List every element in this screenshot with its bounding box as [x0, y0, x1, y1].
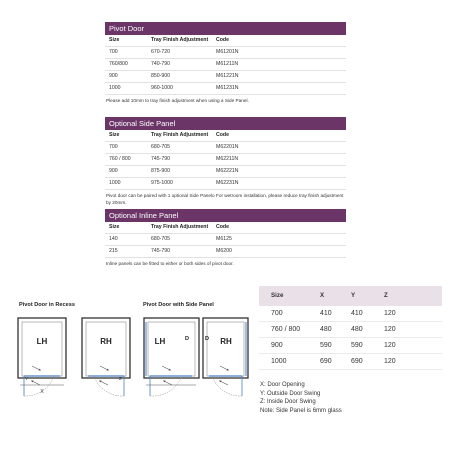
table-cell: 410 — [320, 310, 332, 317]
table-cell: 700 — [109, 49, 118, 55]
recess-lh-diagram — [18, 318, 66, 396]
table-cell: 960-1000 — [151, 85, 173, 91]
table-cell: M61201N — [216, 49, 239, 55]
lh-label: LH — [36, 337, 48, 346]
table-cell: 1000 — [271, 358, 287, 365]
table-cell: M6125 — [216, 236, 232, 242]
table-cell: 670-720 — [151, 49, 171, 55]
recess-diagram-title: Pivot Door in Recess — [19, 302, 75, 308]
d-label: D — [185, 336, 189, 342]
table-row — [259, 306, 442, 322]
column-header: Size — [109, 224, 120, 230]
dimensions-table — [259, 286, 442, 370]
side-panel-rh-diagram — [203, 318, 248, 396]
side-panel-lh-diagram — [144, 318, 199, 396]
table-cell: 590 — [351, 342, 363, 349]
table-cell: 680-705 — [151, 144, 171, 150]
legend-item: Y: Outside Door Swing — [260, 390, 321, 397]
column-header: Code — [216, 132, 229, 138]
table-cell: 740-790 — [151, 61, 171, 67]
side-panel-diagram-title: Pivot Door with Side Panel — [143, 302, 214, 308]
rh-label: RH — [100, 337, 112, 346]
table-cell: 900 — [109, 73, 118, 79]
section-title: Pivot Door — [105, 22, 346, 35]
table-cell: 1000 — [109, 85, 121, 91]
x-label: X — [40, 389, 44, 395]
table-cell: 700 — [109, 144, 118, 150]
table-cell: M62231N — [216, 180, 239, 186]
table-cell: 120 — [384, 342, 396, 349]
table-cell: 760 / 800 — [109, 156, 131, 162]
table-cell: 215 — [109, 248, 118, 254]
rh-label: RH — [220, 337, 232, 346]
table-cell: 410 — [351, 310, 363, 317]
section-note: Inline panels can be fitted to either or both sides of pivot door. — [106, 261, 234, 266]
d-label: D — [205, 336, 209, 342]
table-cell: 120 — [384, 310, 396, 317]
table-cell: 590 — [320, 342, 332, 349]
table-cell: M6200 — [216, 248, 232, 254]
table-cell: 745-790 — [151, 248, 171, 254]
table-cell: 120 — [384, 358, 396, 365]
table-cell: 480 — [351, 326, 363, 333]
table-cell: 745-790 — [151, 156, 171, 162]
table-cell: M61231N — [216, 85, 239, 91]
table-cell: M61221N — [216, 73, 239, 79]
table-cell: 690 — [320, 358, 332, 365]
table-cell: 120 — [384, 326, 396, 333]
column-header: X — [320, 292, 325, 299]
column-header: Tray Finish Adjustment — [151, 224, 209, 230]
column-header: Size — [109, 37, 120, 43]
legend-item: Z: Inside Door Swing — [260, 399, 316, 406]
column-header: Tray Finish Adjustment — [151, 37, 209, 43]
table-cell: 875-900 — [151, 168, 171, 174]
column-header: Z — [384, 292, 388, 299]
table-cell: 850-900 — [151, 73, 171, 79]
column-header: Tray Finish Adjustment — [151, 132, 209, 138]
legend-item: X: Door Opening — [260, 382, 305, 388]
table-cell: 140 — [109, 236, 118, 242]
section-title: Optional Side Panel — [105, 117, 346, 130]
table-cell: 680-705 — [151, 236, 171, 242]
table-row — [259, 354, 442, 370]
y-label: Y — [25, 376, 29, 381]
table-cell: M62221N — [216, 168, 239, 174]
table-cell: 760/800 — [109, 61, 128, 67]
lh-label: LH — [154, 337, 166, 346]
column-header: Code — [216, 37, 229, 43]
table-cell: 760 / 800 — [271, 326, 301, 333]
table-cell: 900 — [109, 168, 118, 174]
table-row — [259, 322, 442, 338]
column-header: Size — [109, 132, 120, 138]
recess-rh-diagram — [82, 318, 130, 396]
table-cell: 975-1000 — [151, 180, 173, 186]
table-row — [259, 338, 442, 354]
column-header: Code — [216, 224, 229, 230]
table-cell: 700 — [271, 310, 283, 317]
table-cell: 480 — [320, 326, 332, 333]
dimension-legend — [260, 381, 342, 416]
table-cell: 690 — [351, 358, 363, 365]
legend-item: Note: Side Panel is 6mm glass — [260, 408, 342, 415]
section-title: Optional Inline Panel — [105, 209, 346, 222]
table-cell: 1000 — [109, 180, 121, 186]
table-cell: 900 — [271, 342, 283, 349]
table-cell: M62211N — [216, 156, 239, 162]
column-header: Y — [351, 292, 356, 299]
z-label: Z — [119, 376, 122, 381]
table-header — [259, 286, 442, 306]
column-header: Size — [271, 292, 284, 299]
section-note: Pivot door can be paired with 1 optional Side Panelo For wetroom installation, please reduce tray finish adjustment by 20mm. — [106, 193, 344, 205]
section-note: Please add 10mm to tray finish adjustment when using a Side Panel. — [106, 98, 249, 103]
table-cell: M62201N — [216, 144, 239, 150]
table-cell: M61211N — [216, 61, 239, 67]
